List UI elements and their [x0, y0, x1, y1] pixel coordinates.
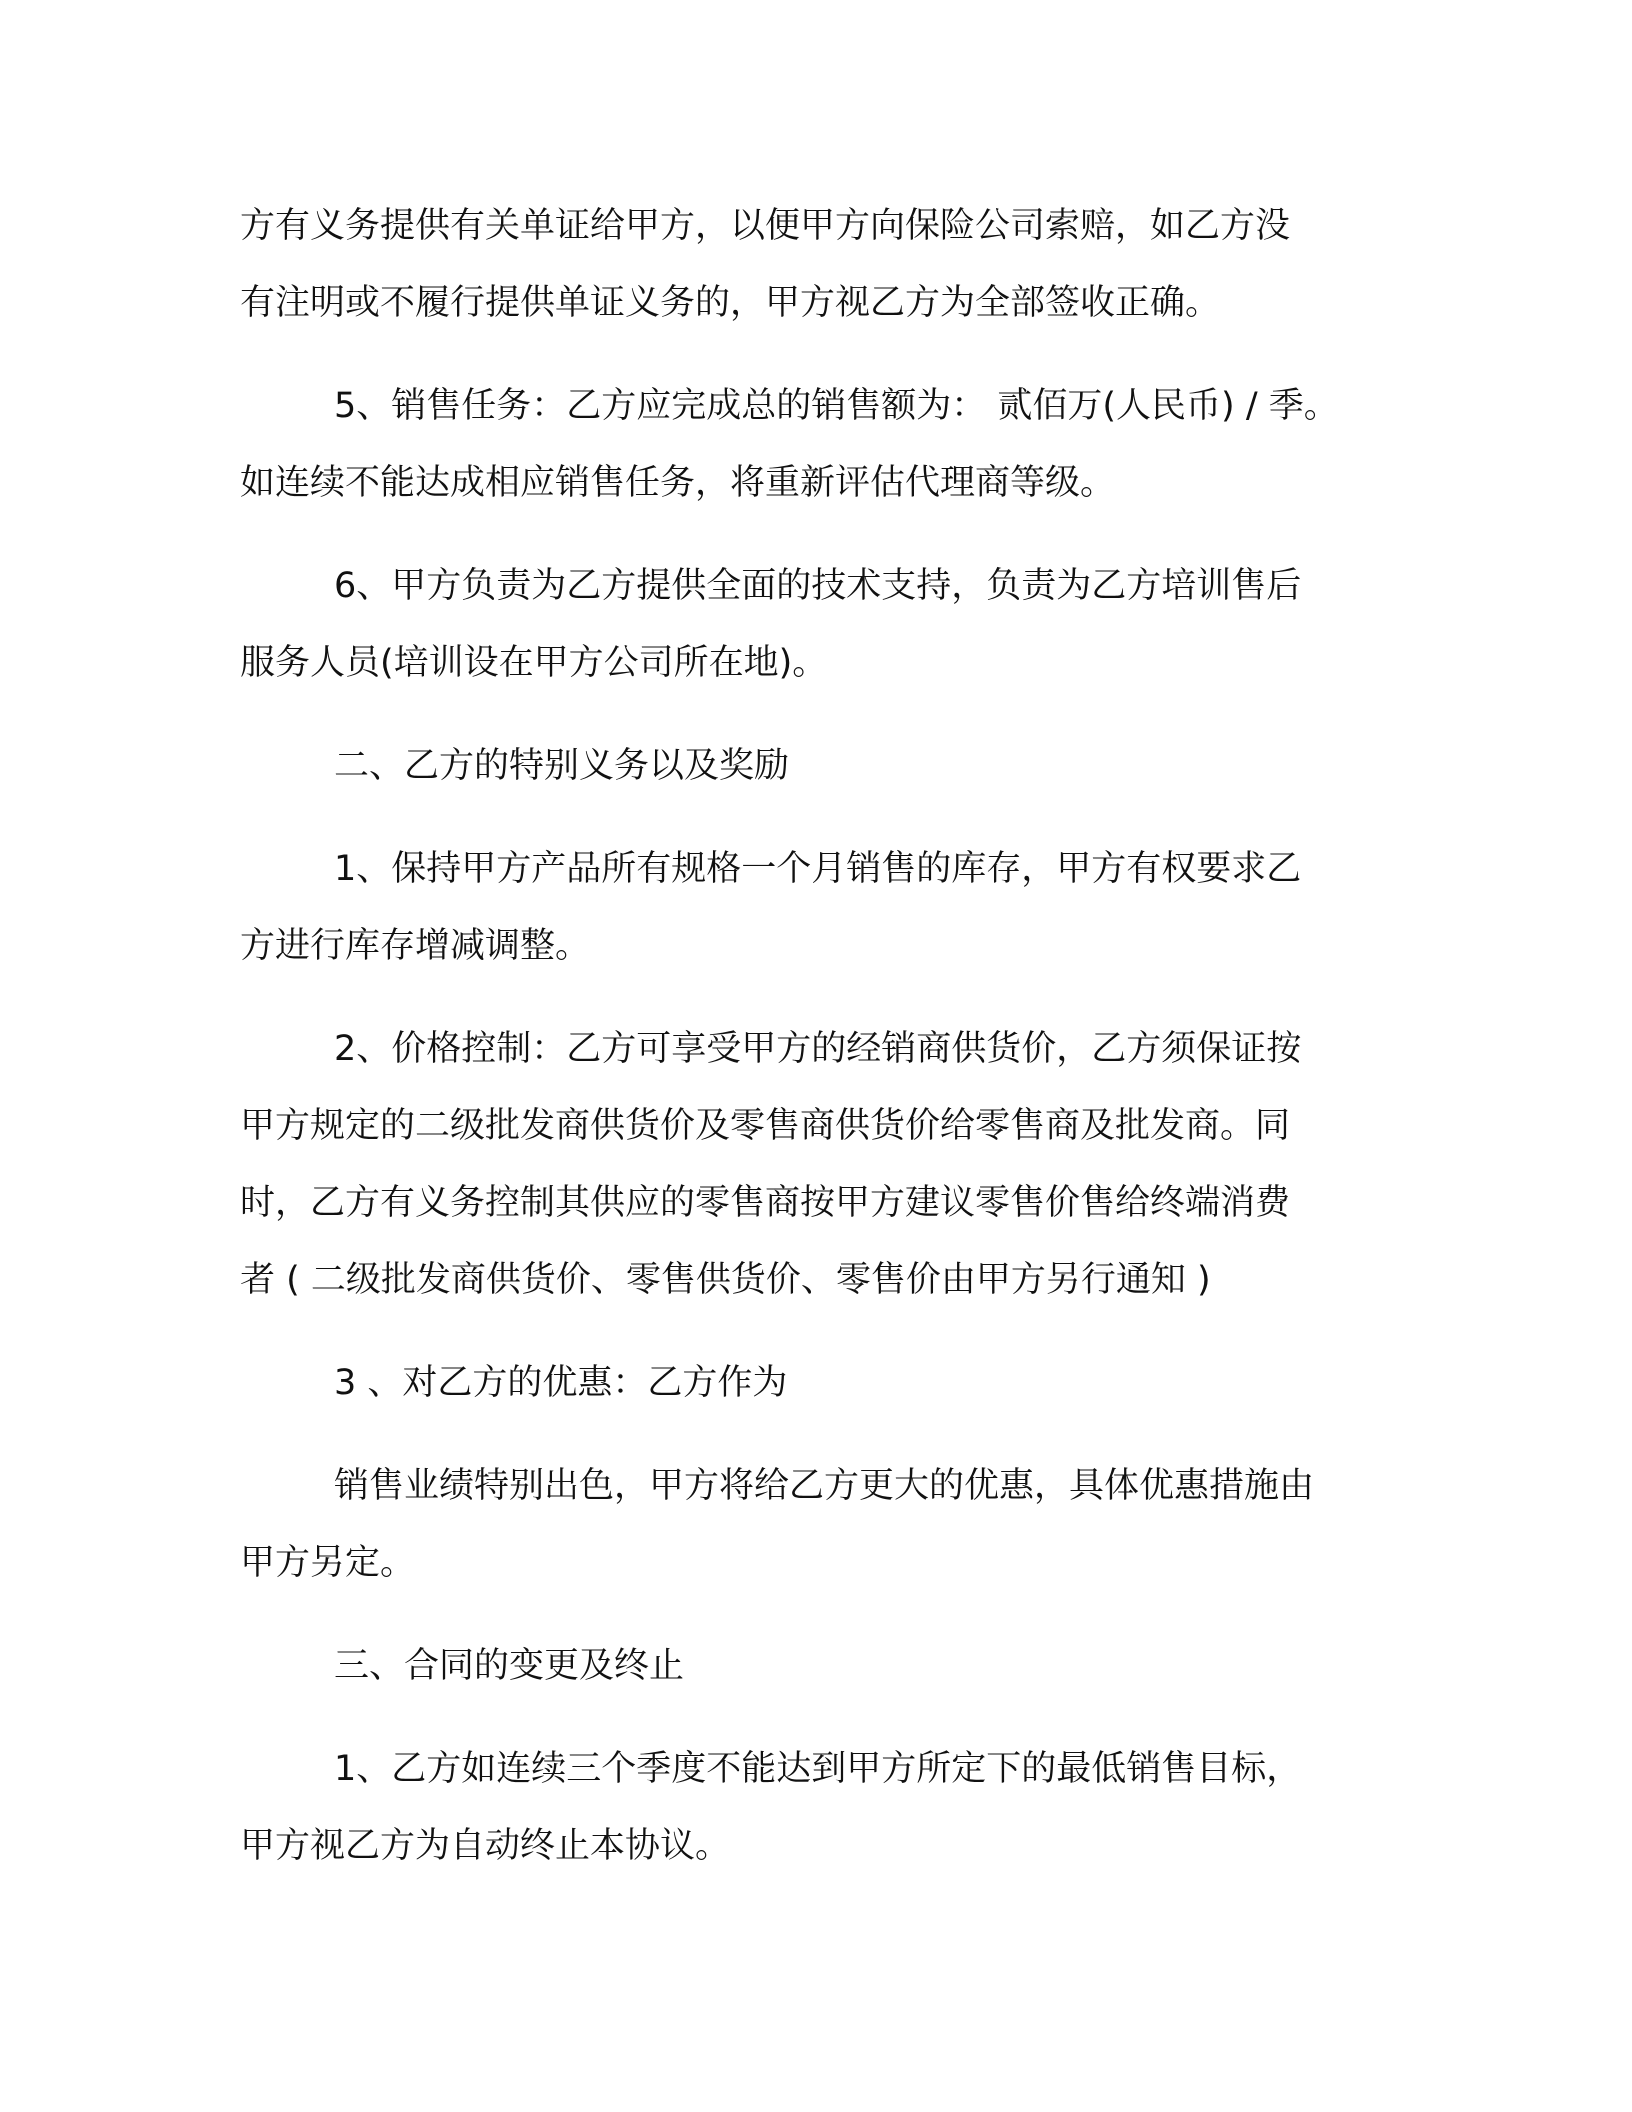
text-line: 方有义务提供有关单证给甲方，以便甲方向保险公司索赔，如乙方没 — [240, 206, 1291, 246]
text-line: 有注明或不履行提供单证义务的，甲方视乙方为全部签收正确。 — [240, 283, 1221, 323]
text-line: 1、保持甲方产品所有规格一个月销售的库存，甲方有权要求乙 — [334, 849, 1302, 889]
section-heading-2 — [240, 728, 1380, 805]
text-line: 5、销售任务：乙方应完成总的销售额为： 贰佰万(人民币) / 季。 — [334, 386, 1339, 426]
text-line: 时，乙方有义务控制其供应的零售商按甲方建议零售价售给终端消费 — [240, 1183, 1291, 1223]
paragraph-item-5-sales-task — [240, 368, 1380, 522]
text-line: 甲方视乙方为自动终止本协议。 — [240, 1826, 731, 1866]
section-heading-3 — [240, 1628, 1380, 1705]
paragraph-continued-clause — [240, 188, 1380, 342]
text-line: 1、乙方如连续三个季度不能达到甲方所定下的最低销售目标， — [334, 1749, 1302, 1789]
paragraph-s3-item-1-termination — [240, 1731, 1380, 1885]
text-line: 甲方规定的二级批发商供货价及零售商供货价给零售商及批发商。同 — [240, 1106, 1291, 1146]
text-line: 方进行库存增减调整。 — [240, 926, 591, 966]
heading-text: 二、乙方的特别义务以及奖励 — [334, 746, 790, 786]
text-line: 2、价格控制：乙方可享受甲方的经销商供货价，乙方须保证按 — [334, 1029, 1302, 1069]
heading-text: 三、合同的变更及终止 — [334, 1646, 685, 1686]
paragraph-s2-item-2-price-control — [240, 1011, 1380, 1319]
text-line: 甲方另定。 — [240, 1543, 416, 1583]
text-line: 3 、对乙方的优惠：乙方作为 — [334, 1363, 788, 1403]
text-line: 6、甲方负责为乙方提供全面的技术支持，负责为乙方培训售后 — [334, 566, 1302, 606]
paragraph-s2-item-3-discount — [240, 1345, 1380, 1422]
text-line: 销售业绩特别出色，甲方将给乙方更大的优惠，具体优惠措施由 — [334, 1466, 1315, 1506]
document-body — [240, 188, 1380, 1911]
paragraph-item-6-tech-support — [240, 548, 1380, 702]
text-line: 如连续不能达成相应销售任务，将重新评估代理商等级。 — [240, 463, 1116, 503]
paragraph-s2-item-1-inventory — [240, 831, 1380, 985]
text-line: 服务人员(培训设在甲方公司所在地)。 — [240, 643, 828, 683]
paragraph-s2-item-3-continued — [240, 1448, 1380, 1602]
text-line: 者 ( 二级批发商供货价、零售供货价、零售价由甲方另行通知 ) — [240, 1260, 1211, 1300]
